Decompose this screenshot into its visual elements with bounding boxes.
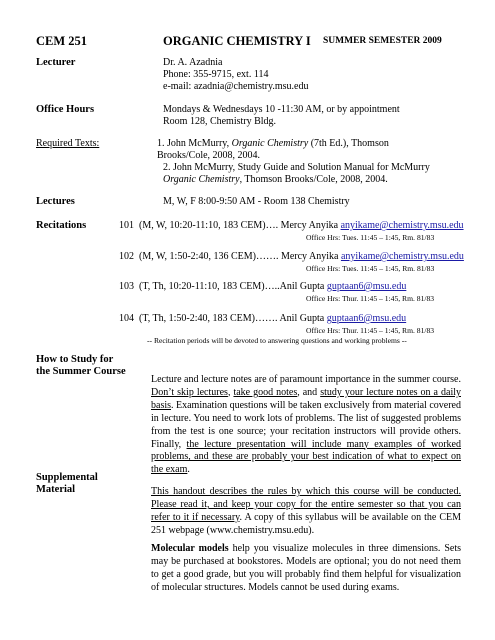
molecular-models-heading: Molecular models bbox=[151, 543, 229, 554]
handout-rules-emph: This handout describes the rules by which this course will be conducted. Please read it, and keep your copy for the entire semester so that you can refer to it if necessary bbox=[151, 486, 461, 523]
lectures-value: M, W, F 8:00-9:50 AM - Room 138 Chemistry bbox=[163, 196, 350, 207]
lecturer-email: e-mail: azadnia@chemistry.msu.edu bbox=[163, 81, 309, 92]
study-emph-2: take good notes bbox=[233, 386, 298, 398]
ta-email-link[interactable]: guptaan6@msu.edu bbox=[326, 313, 407, 324]
study-emph-3: study your lecture notes on a daily basis bbox=[151, 386, 461, 411]
recitation-note: -- Recitation periods will be devoted to answering questions and working problems -- bbox=[147, 336, 407, 345]
section-number: 102 bbox=[119, 251, 134, 262]
molecular-models-text: help you visualize molecules in three dimensions. Sets may be purchased at bookstores. Models are optional; you do not need them to get a good grade, but you will probably find them helpful for visualization of molecular structures. Models cannot be used during exams. bbox=[151, 543, 461, 593]
recitation-101-office: Office Hrs: Tues. 11:45 – 1:45, Rm. 81/83 bbox=[306, 233, 435, 242]
how-to-study-label-1: How to Study for bbox=[36, 354, 114, 365]
course-title: ORGANIC CHEMISTRY I bbox=[163, 34, 311, 48]
recitations-label: Recitations bbox=[36, 220, 87, 231]
section-details: (T, Th, 10:20-11:10, 183 CEM)…..Anil Gupta bbox=[139, 281, 325, 292]
study-sep-1: , bbox=[227, 386, 234, 398]
ta-email-link[interactable]: guptaan6@msu.edu bbox=[326, 281, 407, 292]
lecturer-phone: Phone: 355-9715, ext. 114 bbox=[163, 69, 269, 80]
section-number: 103 bbox=[119, 281, 134, 292]
lecturer-label: Lecturer bbox=[36, 57, 76, 68]
recitation-104-office: Office Hrs: Thur. 11:45 – 1:45, Rm. 81/83 bbox=[306, 326, 435, 335]
section-details: (M, W, 10:20-11:10, 183 CEM)…. Mercy Anyika bbox=[139, 220, 339, 231]
text1-prefix: 1. John McMurry, bbox=[157, 138, 232, 149]
section-number: 104 bbox=[119, 313, 134, 324]
ta-email-link[interactable]: anyikame@chemistry.msu.edu bbox=[340, 220, 464, 231]
text1-title: Organic Chemistry bbox=[231, 138, 309, 149]
lecturer-name: Dr. A. Azadnia bbox=[163, 57, 223, 68]
office-hours-label: Office Hours bbox=[36, 104, 95, 115]
required-texts-label: Required Texts: bbox=[36, 138, 100, 149]
recitation-102 bbox=[119, 251, 464, 263]
recitation-101 bbox=[119, 220, 464, 232]
supplemental-paragraph-1 bbox=[151, 486, 461, 538]
how-to-study-label-2: the Summer Course bbox=[36, 366, 126, 377]
supplemental-label-2: Material bbox=[36, 484, 76, 495]
section-number: 101 bbox=[119, 220, 134, 231]
lectures-label: Lectures bbox=[36, 196, 75, 207]
study-sep-2: , and bbox=[297, 386, 321, 398]
study-middle: . Examination questions will be taken exclusively from material covered in lecture. You need to work lots of problems. The list of suggested problems from the test is one source; your recitation instructors will provide others. Finally, bbox=[151, 399, 461, 450]
required-text-2-line2 bbox=[163, 174, 388, 186]
office-hours-line1: Mondays & Wednesdays 10 -11:30 AM, or by appointment bbox=[163, 104, 400, 115]
course-code: CEM 251 bbox=[36, 34, 88, 48]
recitation-103 bbox=[119, 281, 406, 293]
study-end: . bbox=[187, 464, 190, 476]
text2-title: Organic Chemistry bbox=[163, 174, 240, 185]
handout-rules-rest: . A copy of this syllabus will be available on the CEM 251 webpage (www.chemistry.msu.edu). bbox=[151, 511, 461, 536]
supplemental-label-1: Supplemental bbox=[36, 472, 98, 483]
office-hours-line2: Room 128, Chemistry Bldg. bbox=[163, 116, 277, 127]
ta-email-link[interactable]: anyikame@chemistry.msu.edu bbox=[340, 251, 464, 262]
study-emph-1: Don’t skip lectures bbox=[151, 386, 228, 398]
recitation-103-office: Office Hrs: Thur. 11:45 – 1:45, Rm. 81/83 bbox=[306, 294, 435, 303]
supplemental-paragraph-2 bbox=[151, 543, 461, 595]
study-emph-4: the lecture presentation will include many examples of worked problems, and these are probably your best indication of what to expect on the exam bbox=[151, 438, 461, 476]
text2-suffix: , Thomson Brooks/Cole, 2008, 2004. bbox=[239, 174, 388, 185]
required-text-1 bbox=[157, 138, 389, 150]
text1-suffix: (7th Ed.), Thomson bbox=[308, 138, 389, 149]
how-to-study-paragraph bbox=[151, 374, 461, 477]
section-details: (T, Th, 1:50-2:40, 183 CEM)……. Anil Gupta bbox=[139, 313, 325, 324]
section-details: (M, W, 1:50-2:40, 136 CEM)……. Mercy Anyika bbox=[139, 251, 339, 262]
semester: SUMMER SEMESTER 2009 bbox=[323, 36, 442, 46]
recitation-102-office: Office Hrs: Tues. 11:45 – 1:45, Rm. 81/83 bbox=[306, 264, 435, 273]
required-text-1-line2: Brooks/Cole, 2008, 2004. bbox=[157, 150, 261, 161]
required-text-2: 2. John McMurry, Study Guide and Solution Manual for McMurry bbox=[163, 162, 430, 173]
study-intro: Lecture and lecture notes are of paramount importance in the summer course. bbox=[151, 374, 461, 385]
recitation-104 bbox=[119, 313, 406, 325]
